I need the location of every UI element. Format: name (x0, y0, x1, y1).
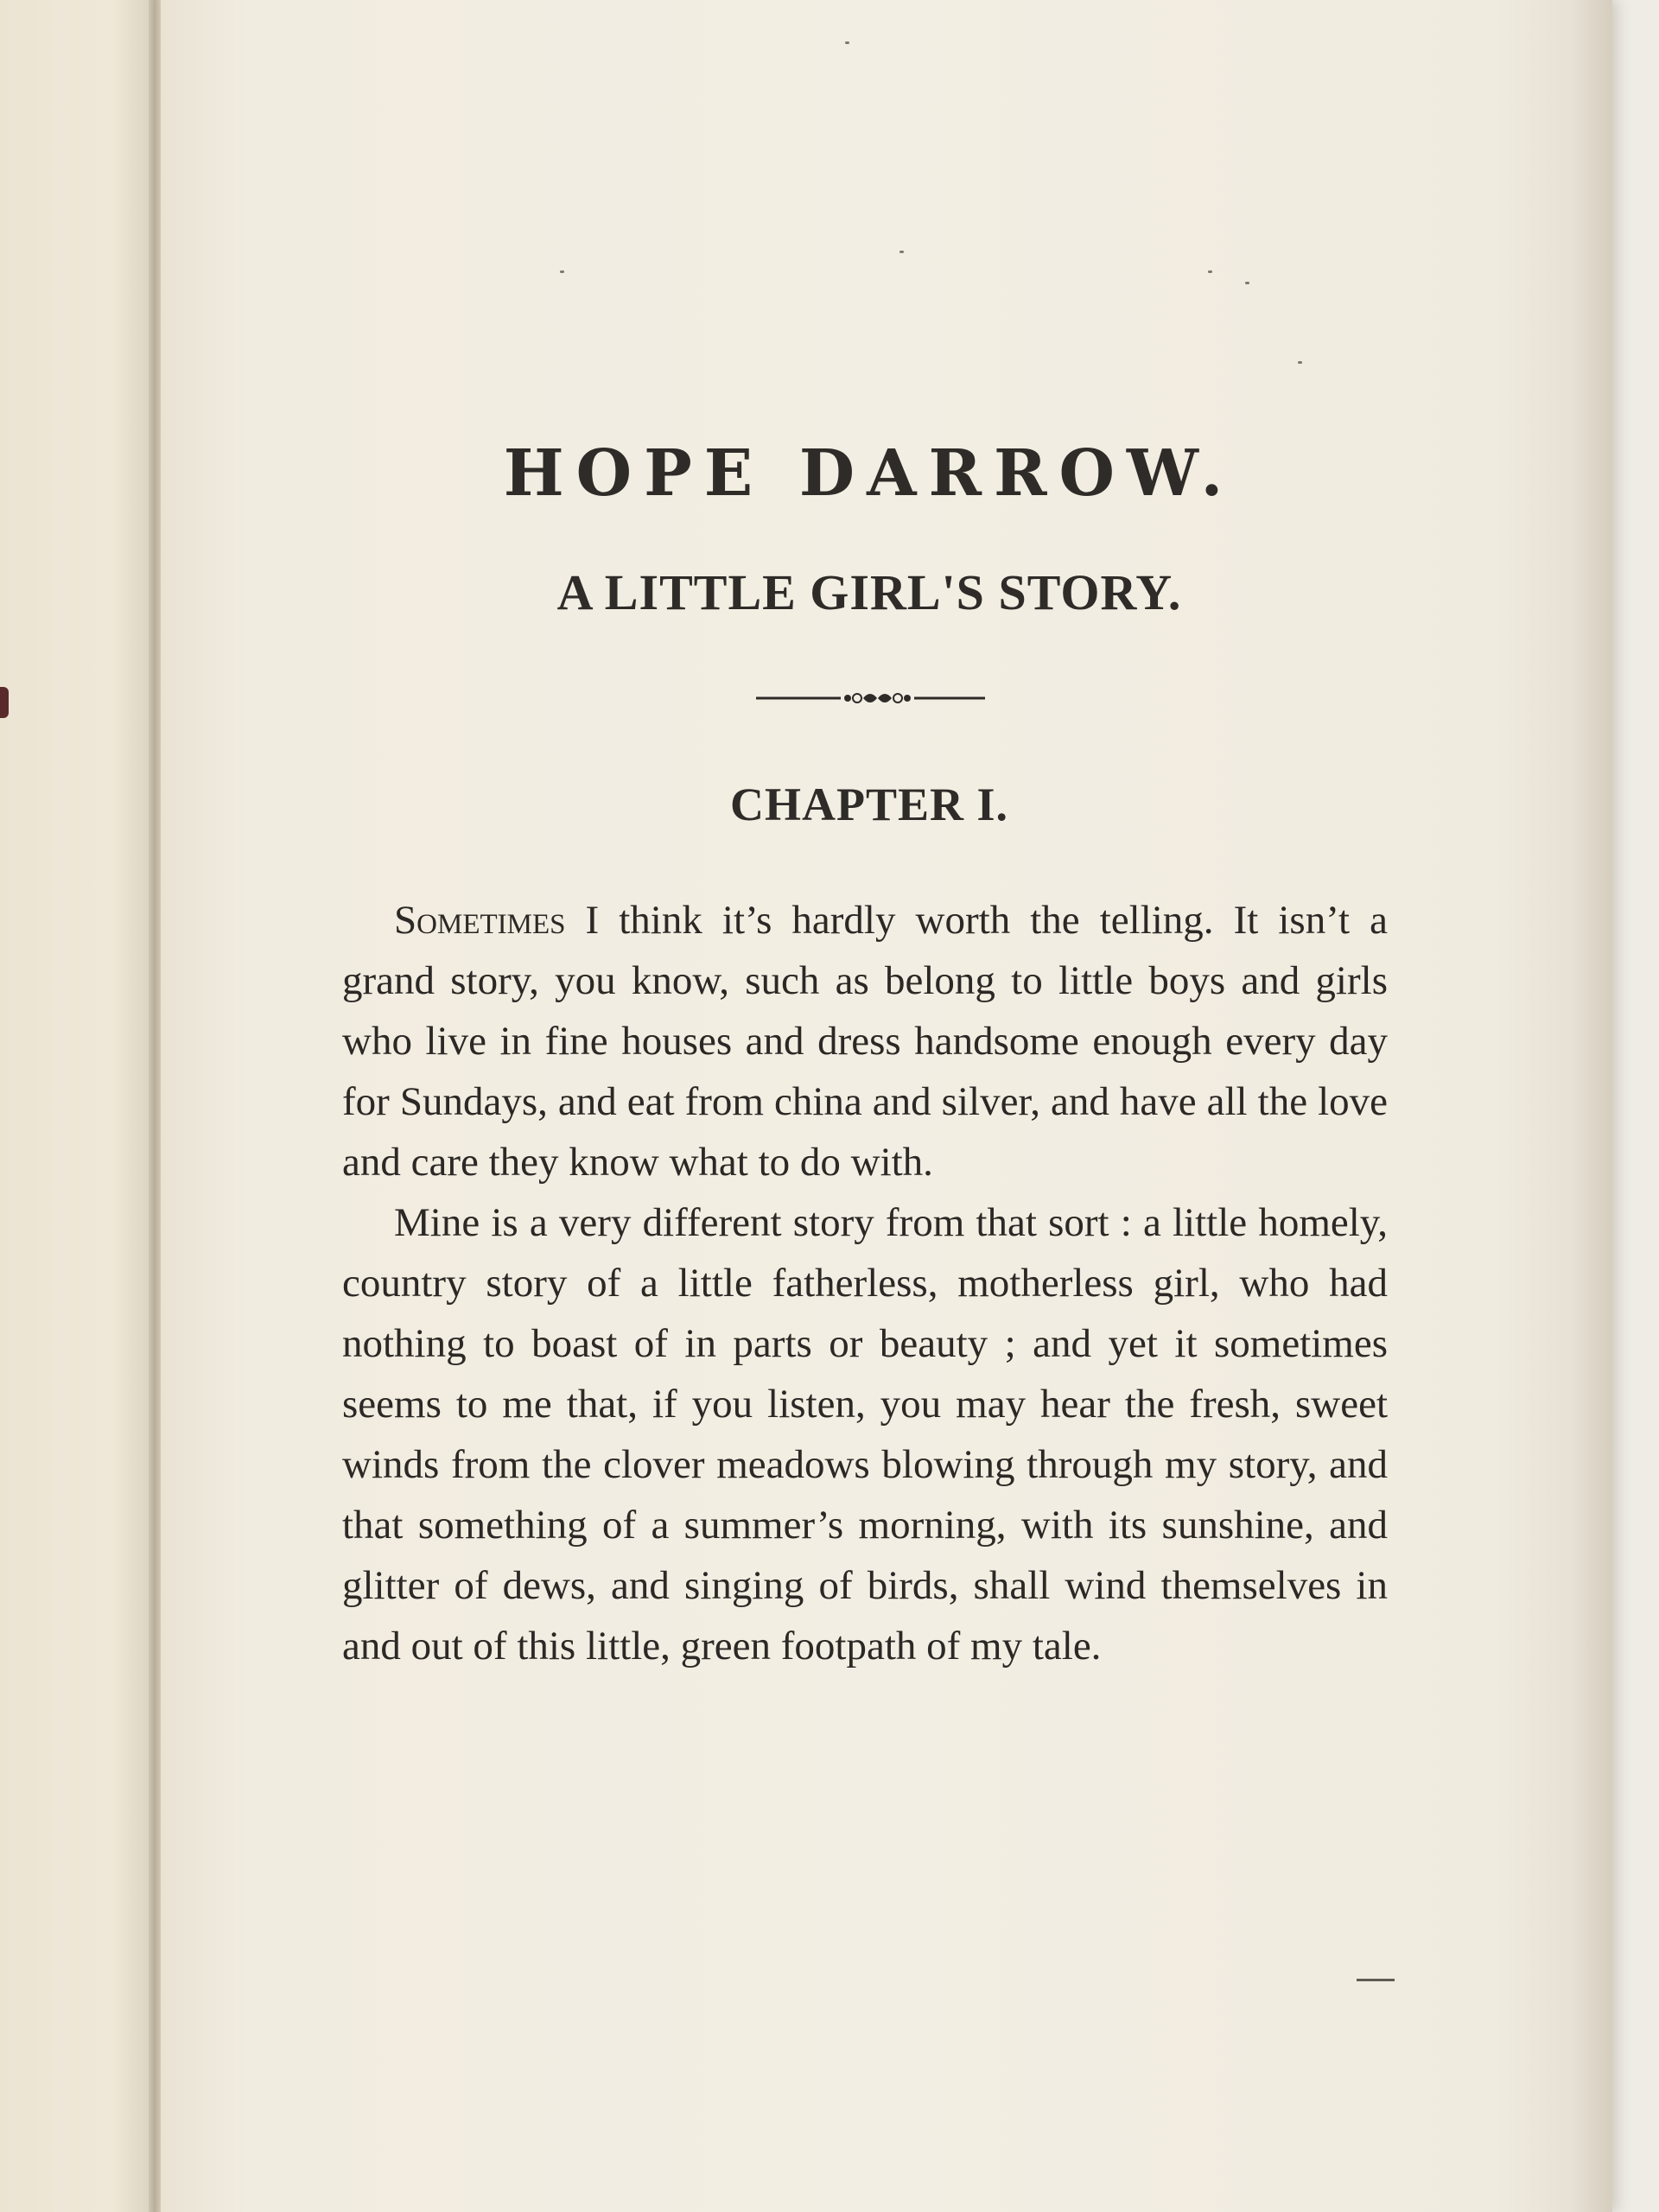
book-title: HOPE DARROW. (503, 436, 1236, 511)
ink-speck (845, 41, 849, 44)
printer-mark (1357, 1979, 1395, 1981)
facing-page (0, 0, 160, 2212)
ink-speck (1298, 361, 1302, 364)
ink-speck (1245, 282, 1249, 284)
chapter-text (342, 890, 1388, 1676)
book-gutter (149, 0, 161, 2212)
book-subtitle: A LITTLE GIRL'S STORY. (556, 564, 1182, 620)
paragraph-text: Mine is a very different story from that sort : a little homely, country story of a little fatherless, motherless girl, who had nothing to boast of in parts or beauty ; and yet it sometimes seems to me that, if you listen, you may hear the fresh, sweet winds from the clover meadows blowing through my story, and that something of a summer’s morning, with its sunshine, and glitter of dews, and singing of birds, shall wind themselves in and out of this little, green footpath of my tale. (342, 1200, 1388, 1669)
paragraph (342, 890, 1388, 1192)
paragraph-text: I think it’s hardly worth the telling. It isn’t a grand story, you know, such as belong to little boys and girls who live in fine houses and dress handsome enough every day for Sundays, and eat from china and silver, and have all the love and care they know what to do with. (342, 898, 1388, 1185)
decorative-rule-icon (756, 687, 985, 709)
ink-speck (560, 270, 564, 273)
page-edge-shadow (1573, 0, 1612, 2212)
paragraph (342, 1192, 1388, 1676)
paragraph-lead-word: Sometimes (394, 898, 566, 943)
ink-speck (1208, 270, 1212, 273)
chapter-heading: CHAPTER I. (729, 779, 1009, 830)
ink-speck (899, 251, 904, 253)
bookmark-ribbon (0, 687, 9, 718)
